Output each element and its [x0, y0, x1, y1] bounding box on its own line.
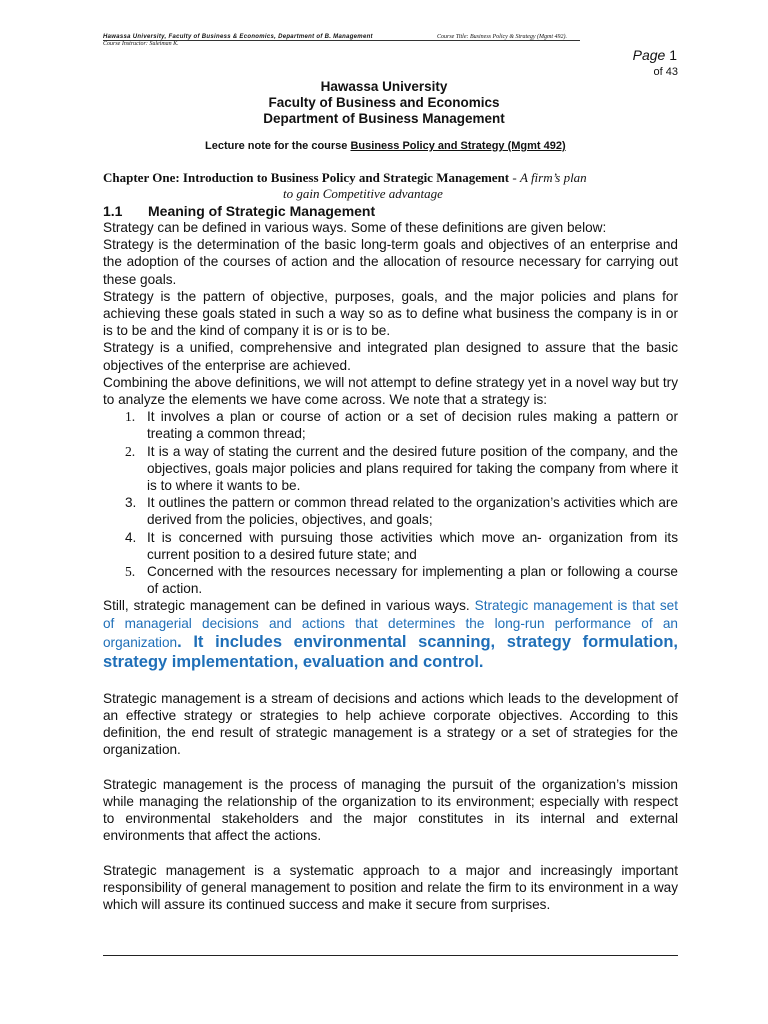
- list-number: 3.: [125, 495, 137, 511]
- page-number: [633, 47, 677, 63]
- strategy-elements-list: [103, 408, 678, 597]
- faculty-title: Faculty of Business and Economics: [268, 95, 500, 110]
- chapter-subtitle-2: to gain Competitive advantage: [283, 186, 443, 201]
- list-text: It outlines the pattern or common thread related to the organization’s activities which are derived from the policies, objectives, and goals;: [147, 495, 678, 528]
- section-title: Meaning of Strategic Management: [148, 203, 376, 219]
- list-number: 4.: [125, 529, 137, 545]
- definition-paragraph: [103, 597, 678, 671]
- lecture-prefix: Lecture note for the course: [205, 140, 351, 152]
- chapter-subtitle-1: A firm’s plan: [519, 170, 587, 185]
- page-current: 1: [669, 47, 677, 63]
- lecture-course: Business Policy and Strategy (Mgmt 492): [350, 140, 566, 152]
- list-text: It is concerned with pursuing those activities which move an- organization from its current position to a desired future state; and: [147, 529, 678, 562]
- list-text: It involves a plan or course of action or a set of decision rules making a pattern or treating a common thread;: [147, 409, 678, 442]
- page-label: Page: [632, 47, 666, 63]
- chapter-heading: [103, 170, 683, 186]
- list-item: [103, 408, 678, 442]
- definition-lead: Still, strategic management can be defined in various ways.: [103, 598, 475, 614]
- list-text: Concerned with the resources necessary for implementing a plan or following a course of action.: [147, 564, 678, 597]
- list-number: 5.: [125, 564, 136, 580]
- university-title: Hawassa University: [320, 79, 448, 94]
- list-item: [103, 494, 678, 528]
- paragraph: Strategy is the determination of the basic long-term goals and objectives of an enterprise and the adoption of the courses of action and the allocation of resource necessary for carrying out these goals.: [103, 237, 678, 287]
- chapter-title: Chapter One: Introduction to Business Policy and Strategic Management: [103, 170, 510, 185]
- section-number: 1.1: [103, 203, 123, 219]
- list-item: [103, 443, 678, 495]
- list-text: It is a way of stating the current and the desired future position of the company, and the objectives, goals major policies and plans required for taking the company from where it is to where it wants to be.: [147, 443, 678, 494]
- list-number: 2.: [125, 443, 136, 459]
- paragraph: Strategic management is a systematic approach to a major and increasingly important responsibility of general management to position and relate the firm to its environment in a way which will assure its continued success and make it secure from surprises.: [103, 862, 678, 912]
- list-number: 1.: [125, 409, 136, 425]
- paragraph: Strategy is the pattern of objective, purposes, goals, and the major policies and plans for achieving these goals stated in such a way so as to define what business the company is in or is to be and the kind of company it is or is to be.: [103, 288, 678, 339]
- definition-highlight: Strategic management is that set of managerial decisions and actions that determines the long-run performance of an organization: [103, 598, 678, 650]
- section-heading: [103, 203, 375, 219]
- list-item: [103, 563, 678, 597]
- page-total: of 43: [653, 66, 678, 78]
- lecture-note-line: [205, 140, 566, 152]
- chapter-dash: -: [509, 170, 520, 185]
- header-institution: Hawassa University, Faculty of Business & Economics, Department of B. Management: [103, 34, 373, 40]
- header-course-title: Course Title: Business Policy & Strategy (Mgmt 492).: [437, 34, 567, 40]
- paragraph: Strategy can be defined in various ways. Some of these definitions are given below:: [103, 220, 607, 235]
- body-text: [103, 219, 678, 913]
- department-title: Department of Business Management: [263, 111, 505, 126]
- paragraph: Strategy is a unified, comprehensive and integrated plan designed to assure that the basic objectives of the enterprise are achieved.: [103, 340, 678, 373]
- definition-emphasis: . It includes environmental scanning, strategy formulation, strategy implementation, evaluation and control.: [103, 632, 678, 671]
- footer-rule: [103, 955, 678, 956]
- header-instructor: Course Instructor: Suleiman K.: [103, 41, 179, 47]
- paragraph: Combining the above definitions, we will not attempt to define strategy yet in a novel way but try to analyze the elements we have come across. We note that a strategy is:: [103, 374, 678, 408]
- list-item: [103, 529, 678, 563]
- paragraph: Strategic management is a stream of decisions and actions which leads to the development of an effective strategy or strategies to help achieve corporate objectives. According to this definition, the end result of strategic management is a strategy or a set of strategies for the organization.: [103, 690, 678, 758]
- paragraph: Strategic management is the process of managing the pursuit of the organization’s mission while managing the relationship of the organization to its environment; especially with respect to environmental stakeholders and the major constitutes in its internal and external environments that affect the actions.: [103, 776, 678, 844]
